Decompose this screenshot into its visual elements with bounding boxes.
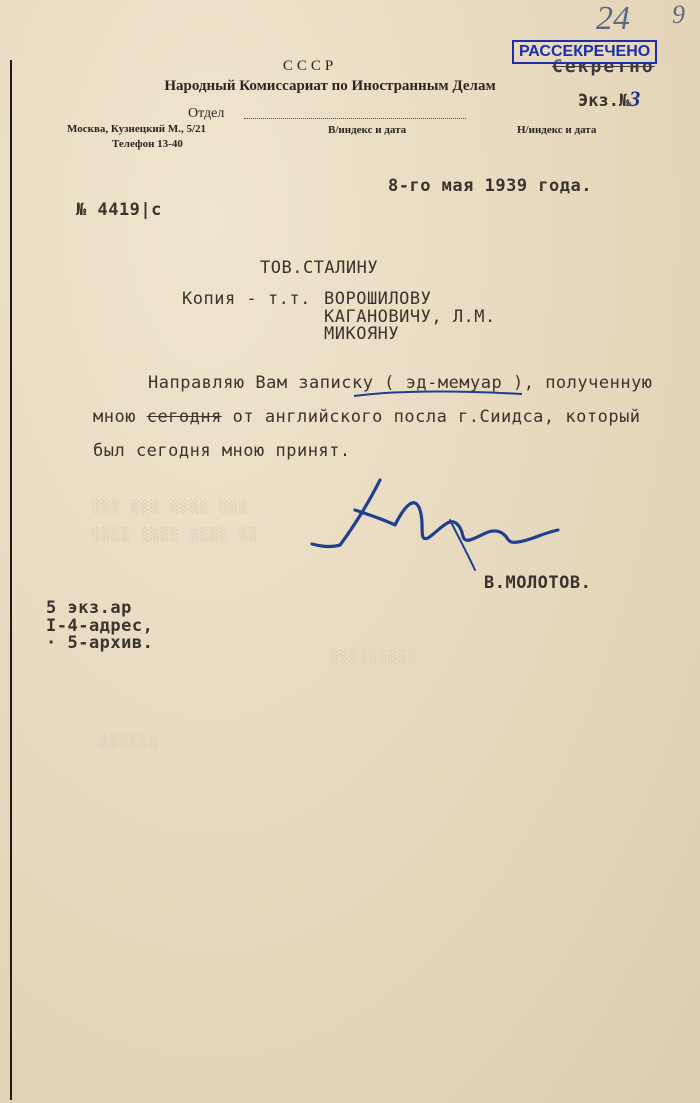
copy-number-label: Экз.№ — [578, 91, 630, 111]
archive-sheet-suffix: 9 — [672, 0, 685, 29]
department-line — [244, 118, 466, 119]
copy-prefix: Копия - т.т. — [182, 289, 311, 309]
letterhead-department: Отдел — [188, 106, 225, 121]
copy-number-value: 3 — [629, 86, 641, 111]
handwritten-underline — [350, 388, 530, 402]
body-line-3: был сегодня мною принят. — [93, 441, 351, 461]
document-date: 8-го мая 1939 года. — [388, 176, 592, 196]
addressee: ТОВ.СТАЛИНУ — [260, 258, 379, 278]
distribution-line-1: 5 экз.ар — [46, 598, 132, 618]
copy-name-2: КАГАНОВИЧУ, Л.М. — [324, 307, 496, 327]
distribution-line-2: I-4-адрес, — [46, 616, 154, 636]
letterhead-country: СССР — [282, 58, 338, 74]
bleed-through-text: ░░░░░░░░░ — [330, 650, 419, 665]
incoming-index-label: В/индекс и дата — [328, 124, 407, 136]
letterhead-phone: Телефон 13-40 — [112, 138, 183, 150]
handwritten-signature — [300, 470, 570, 580]
letterhead-address: Москва, Кузнецкий М., 5/21 — [67, 123, 207, 135]
copy-number — [578, 86, 640, 112]
copy-name-1: ВОРОШИЛОВУ — [324, 289, 432, 309]
secret-marking: Секретно — [552, 56, 655, 77]
copy-name-3: МИКОЯНУ — [324, 324, 400, 344]
struck-word: сегодня — [146, 407, 222, 427]
signatory: В.МОЛОТОВ. — [484, 573, 592, 593]
outgoing-index-label: Н/индекс и дата — [517, 124, 597, 136]
body-line-1: Направляю Вам записку ( эд-мемуар ), полученную — [148, 373, 653, 393]
letterhead-ministry: Народный Комиссариат по Иностранным Делам — [164, 78, 496, 94]
document-number: № 4419|с — [76, 200, 162, 220]
bleed-through-text: ░░░░░░ — [100, 735, 159, 750]
declassified-stamp: РАССЕКРЕЧЕНО — [512, 40, 657, 64]
archive-sheet-number: 24 — [596, 0, 630, 37]
bleed-through-text: ░░░░ ░░░░ ░░░░ ░░ — [92, 528, 260, 543]
body-line-2: мною сегодня от английского посла г.Сиидса, который — [93, 407, 641, 427]
bleed-through-text: ░░░ ░░░ ░░░░ ░░░ — [92, 500, 250, 515]
margin-rule — [10, 60, 12, 1100]
distribution-line-3: · 5-архив. — [46, 633, 154, 653]
